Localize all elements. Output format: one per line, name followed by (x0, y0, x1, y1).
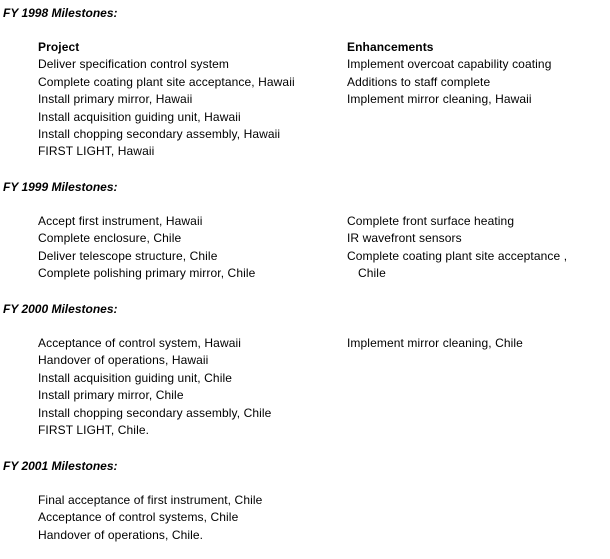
section-title-fy2000: FY 2000 Milestones: (3, 302, 118, 316)
fy2000-enhancements-list (347, 335, 523, 352)
section-title-fy1998: FY 1998 Milestones: (3, 6, 118, 20)
milestone-item: Acceptance of control system, Hawaii (38, 336, 242, 350)
section-title-fy2001: FY 2001 Milestones: (3, 459, 118, 473)
enhancement-item-continuation: Chile (358, 266, 386, 281)
milestone-item: Install chopping secondary assembly, Hawaii (38, 126, 281, 141)
enhancement-item: Complete coating plant site acceptance , (347, 248, 568, 263)
milestone-item: Complete enclosure, Chile (38, 231, 182, 246)
milestone-item: Handover of operations, Chile. (38, 527, 204, 542)
milestone-item: Complete coating plant site acceptance, Hawaii (38, 74, 295, 89)
enhancement-item: Implement overcoat capability coating (347, 57, 552, 72)
enhancements-column-header: Enhancements (347, 40, 434, 54)
milestone-item: Deliver telescope structure, Chile (38, 248, 218, 263)
project-column-header: Project (38, 40, 80, 54)
fy1998-project-list (38, 39, 295, 161)
fy1999-project-list (38, 213, 255, 283)
milestone-item: Final acceptance of first instrument, Chile (38, 493, 263, 507)
milestone-item: Install acquisition guiding unit, Hawaii (38, 109, 241, 124)
milestone-item: Install primary mirror, Hawaii (38, 92, 193, 107)
fy2000-project-list (38, 335, 271, 439)
milestone-item: Accept first instrument, Hawaii (38, 214, 203, 228)
milestone-item: Complete polishing primary mirror, Chile (38, 266, 256, 281)
fy1998-enhancements-list (347, 39, 551, 109)
milestone-item: Install primary mirror, Chile (38, 388, 184, 403)
milestone-item: FIRST LIGHT, Hawaii (38, 144, 155, 159)
fy2001-project-list (38, 492, 262, 544)
milestone-item: FIRST LIGHT, Chile. (38, 422, 150, 437)
enhancement-item: Implement mirror cleaning, Hawaii (347, 92, 532, 107)
enhancement-item: IR wavefront sensors (347, 231, 462, 246)
fy1999-enhancements-list (347, 213, 567, 283)
milestone-item: Install acquisition guiding unit, Chile (38, 370, 233, 385)
milestone-item: Deliver specification control system (38, 57, 230, 72)
milestone-item: Install chopping secondary assembly, Chile (38, 405, 272, 420)
milestone-item: Acceptance of control systems, Chile (38, 510, 239, 525)
milestone-item: Handover of operations, Hawaii (38, 353, 209, 368)
section-title-fy1999: FY 1999 Milestones: (3, 180, 118, 194)
enhancement-item: Complete front surface heating (347, 214, 515, 228)
enhancement-item: Additions to staff complete (347, 74, 491, 89)
enhancement-item: Implement mirror cleaning, Chile (347, 336, 523, 350)
